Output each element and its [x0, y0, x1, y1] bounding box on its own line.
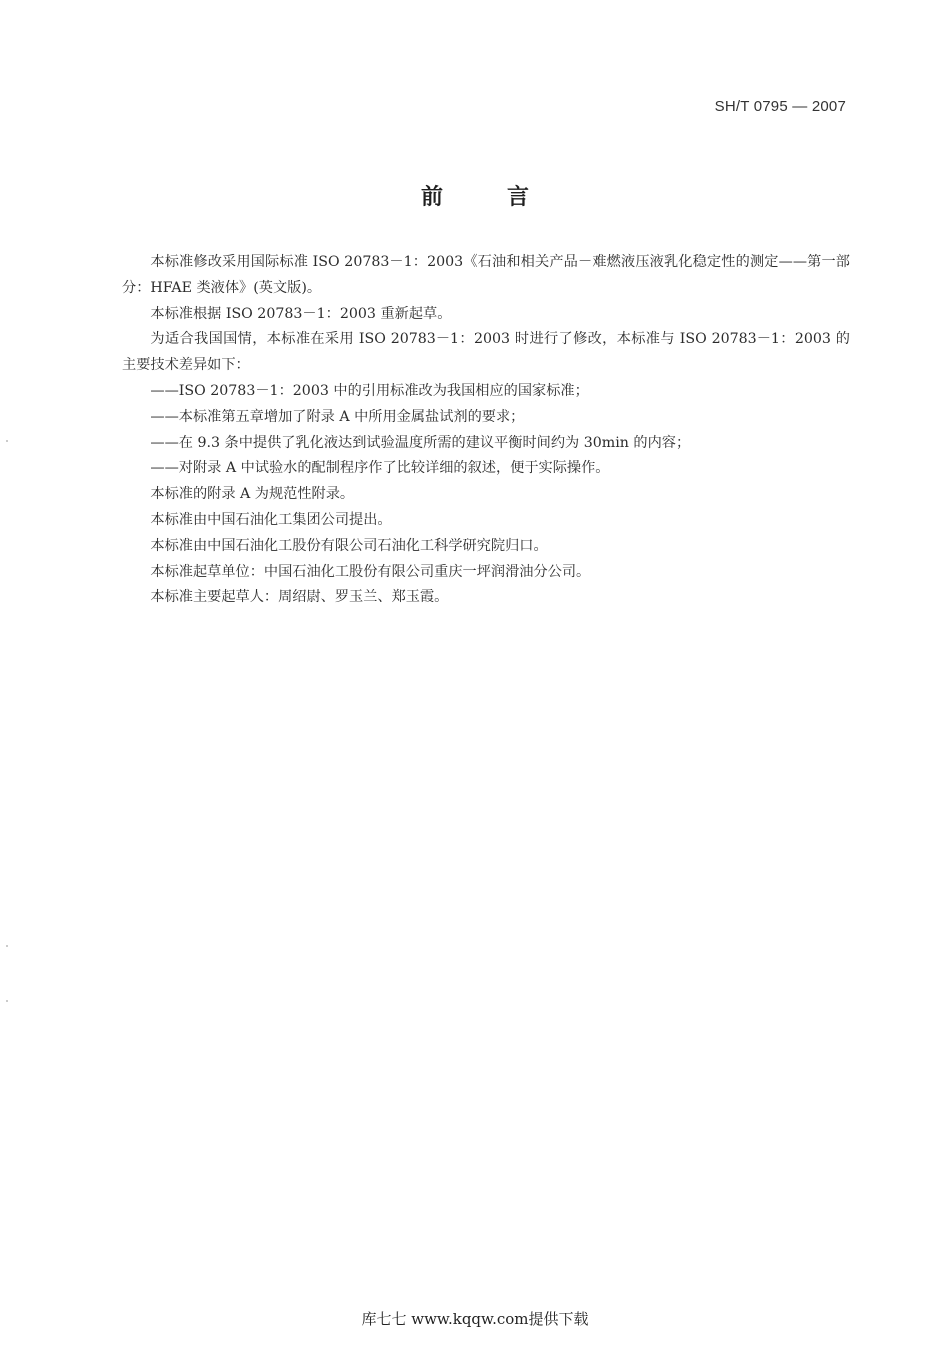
paragraph-proposer: 本标准由中国石油化工集团公司提出。 — [150, 511, 392, 528]
scan-mark — [6, 440, 8, 442]
paragraph-adoption: 本标准修改采用国际标准 ISO 20783－1：2003《石油和相关产品－难燃液压液乳化稳定性的测定——第一部分：HFAE 类液体》(英文版)。 — [122, 254, 850, 296]
foreword-body — [122, 250, 850, 611]
paragraph-drafters: 本标准主要起草人：周绍尉、罗玉兰、郑玉霞。 — [150, 589, 449, 606]
paragraph-appendix: 本标准的附录 A 为规范性附录。 — [150, 486, 355, 503]
paragraph-redraft: 本标准根据 ISO 20783－1：2003 重新起草。 — [150, 305, 452, 322]
scan-mark — [6, 945, 8, 947]
paragraph-centralized: 本标准由中国石油化工股份有限公司石油化工科学研究院归口。 — [150, 537, 548, 554]
paragraph-drafting-unit: 本标准起草单位：中国石油化工股份有限公司重庆一坪润滑油分公司。 — [150, 563, 591, 580]
difference-item: ——ISO 20783－1：2003 中的引用标准改为我国相应的国家标准； — [150, 382, 589, 399]
page-title: 前言 — [420, 185, 593, 210]
standard-code: SH/T 0795 — 2007 — [714, 98, 846, 115]
difference-item: ——对附录 A 中试验水的配制程序作了比较详细的叙述，便于实际操作。 — [150, 460, 610, 477]
difference-item: ——在 9.3 条中提供了乳化液达到试验温度所需的建议平衡时间约为 30min 的内容； — [150, 434, 691, 451]
download-footer: 库七七 www.kqqw.com提供下载 — [361, 1310, 589, 1328]
scan-mark — [6, 1000, 8, 1002]
difference-item: ——本标准第五章增加了附录 A 中所用金属盐试剂的要求； — [150, 408, 525, 425]
paragraph-differences-intro: 为适合我国国情，本标准在采用 ISO 20783－1：2003 时进行了修改，本标准与 ISO 20783－1：2003 的主要技术差异如下： — [122, 331, 850, 374]
